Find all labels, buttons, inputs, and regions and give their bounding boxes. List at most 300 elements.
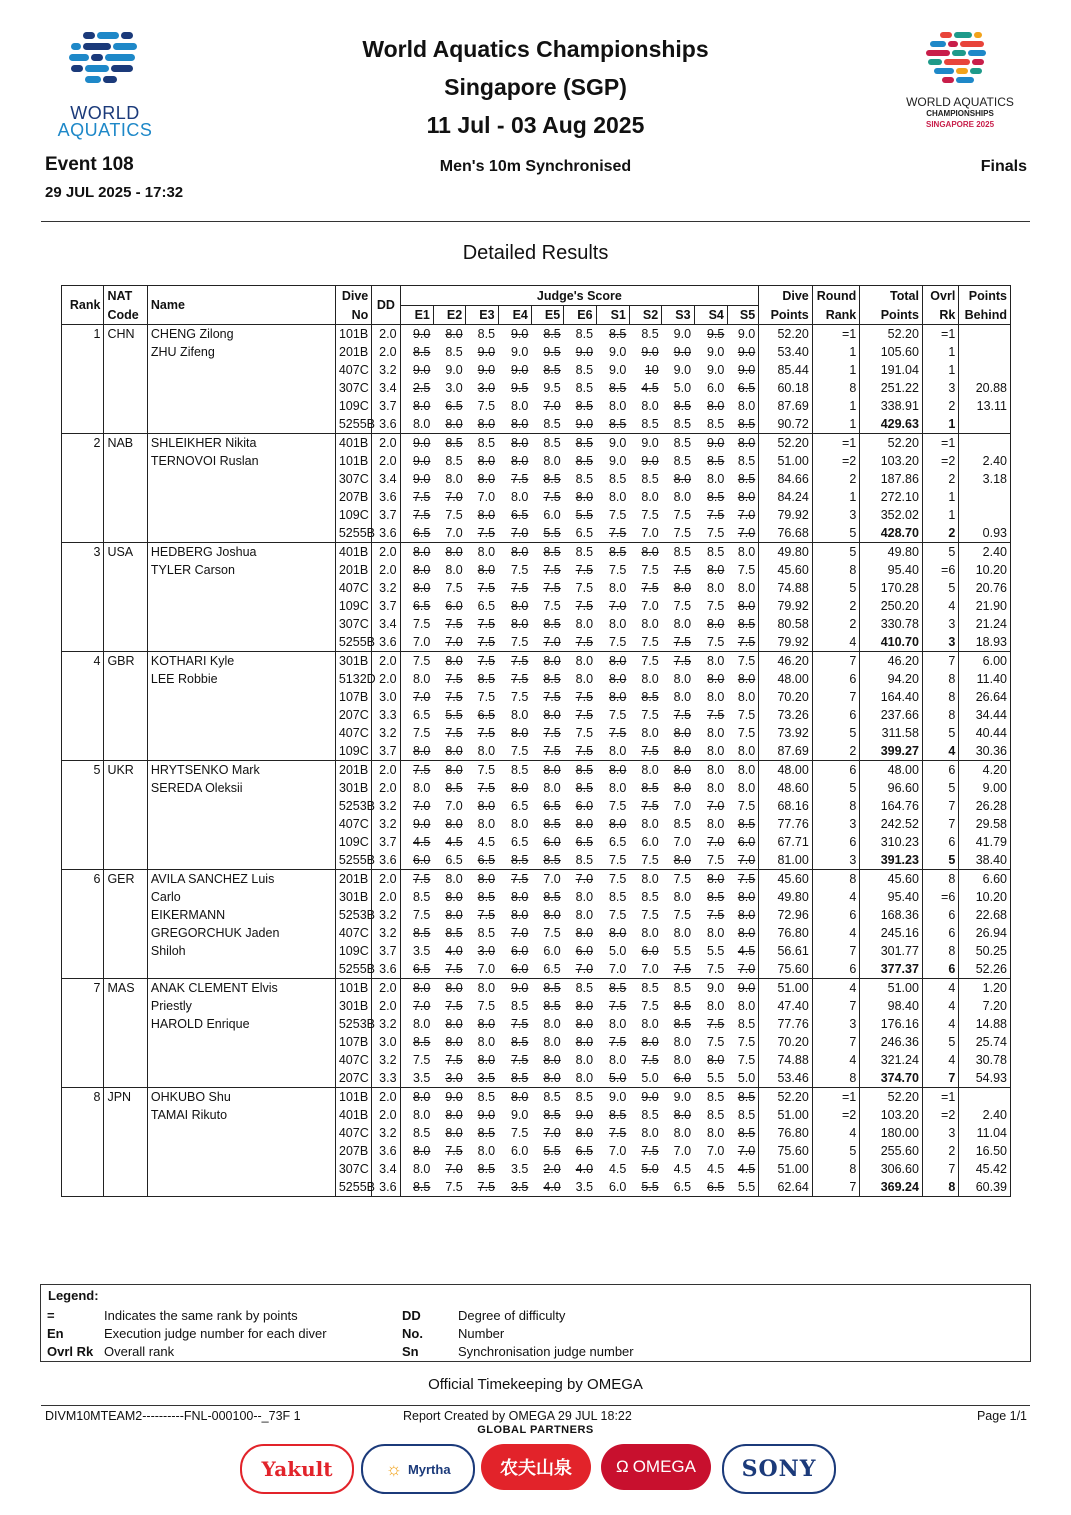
- judge-score-cell: 8.5: [477, 1090, 496, 1104]
- team-block: [62, 543, 1011, 652]
- points-behind-cell: 41.79: [959, 833, 1011, 851]
- judge-score-cell: 8.5: [477, 672, 496, 686]
- judge-score-cell: 8.0: [543, 781, 561, 795]
- judge-score-cell: 8.0: [737, 744, 756, 758]
- judge-score-cell: 8.5: [510, 999, 529, 1013]
- judge-score-cell: 8.5: [575, 781, 594, 795]
- judge-score-cell: 8.0: [706, 1053, 725, 1067]
- judge-score-cell: 8.0: [673, 1035, 692, 1049]
- judge-score-cell: 5.5: [706, 944, 725, 958]
- judge-score-cell: 5.0: [641, 1162, 659, 1176]
- ovrl-rank-cell: 1: [922, 361, 958, 379]
- ovrl-rank-cell: 8: [922, 688, 958, 706]
- judge-score-cell: 8.5: [575, 436, 594, 450]
- title-line-3: 11 Jul - 03 Aug 2025: [426, 112, 645, 138]
- judge-score-cell: 7.5: [477, 908, 496, 922]
- judge-score-cell: 8.0: [608, 399, 627, 413]
- judge-score-cell: 3.0: [445, 381, 463, 395]
- judge-score-cell: 9.0: [737, 981, 756, 995]
- sponsor-nongfu-label: 农夫山泉: [500, 1458, 572, 1478]
- sponsor-yakult-logo: [240, 1444, 354, 1494]
- judge-score-cell: 8.0: [543, 1071, 561, 1085]
- nat-code-cell: [104, 488, 147, 506]
- dive-points-cell: 87.69: [759, 742, 813, 761]
- judge-score-cell: 3.0: [477, 944, 496, 958]
- championships-logo: [890, 30, 1030, 130]
- points-behind-cell: 40.44: [959, 724, 1011, 742]
- judge-score-cell: 7.5: [510, 872, 529, 886]
- judge-score-cell: 8.0: [477, 563, 496, 577]
- athlete-name-cell: Priestly: [147, 997, 335, 1015]
- ovrl-rank-cell: 4: [922, 742, 958, 761]
- judge-score-cell: 8.0: [706, 399, 725, 413]
- athlete-name-cell: KOTHARI Kyle: [147, 652, 335, 671]
- rank-cell: 7: [62, 979, 104, 998]
- table-row: [62, 415, 1011, 434]
- judge-score-cell: 8.5: [575, 763, 594, 777]
- judge-score-cell: 8.5: [673, 417, 692, 431]
- judge-score-cell: 8.0: [477, 472, 496, 486]
- points-behind-cell: 6.00: [959, 652, 1011, 671]
- dive-no-cell: 407C: [335, 815, 371, 833]
- dd-cell: 3.6: [372, 960, 400, 979]
- rank-cell: [62, 960, 104, 979]
- col-judge-s3: S3: [662, 306, 694, 325]
- judge-score-cell: 8.5: [673, 545, 692, 559]
- judge-score-cell: 7.5: [706, 908, 725, 922]
- judge-score-cell: 6.0: [641, 944, 659, 958]
- dive-no-cell: 307C: [335, 615, 371, 633]
- judge-score-cell: 8.0: [543, 763, 561, 777]
- judge-score-cell: 9.0: [400, 434, 433, 453]
- report-code: DIVM10MTEAM2----------FNL-000100--_73F 1: [45, 1409, 301, 1423]
- rank-cell: [62, 1069, 104, 1088]
- rank-cell: [62, 597, 104, 615]
- judge-score-cell: 8.0: [543, 908, 561, 922]
- dive-points-cell: 56.61: [759, 942, 813, 960]
- col-judge-s1: S1: [596, 306, 629, 325]
- round-rank-cell: 7: [812, 688, 860, 706]
- judge-score-cell: 8.5: [543, 617, 561, 631]
- ovrl-rank-cell: 7: [922, 1160, 958, 1178]
- judge-score-cell: 8.5: [673, 999, 692, 1013]
- dive-points-cell: 52.20: [759, 325, 813, 344]
- judge-score-cell: 4.5: [400, 833, 433, 851]
- judge-score-cell: 6.0: [543, 508, 561, 522]
- dd-cell: 3.3: [372, 1069, 400, 1088]
- total-points-cell: 103.20: [860, 1106, 923, 1124]
- judge-score-cell: 7.5: [673, 526, 692, 540]
- table-row: [62, 688, 1011, 706]
- judge-score-cell: 4.5: [706, 1162, 725, 1176]
- judge-score-cell: 7.5: [706, 853, 725, 867]
- total-points-cell: 246.36: [860, 1033, 923, 1051]
- judge-score-cell: 6.5: [673, 1180, 692, 1194]
- dive-points-cell: 53.40: [759, 343, 813, 361]
- judge-score-cell: 7.5: [673, 962, 692, 976]
- judge-score-cell: 7.5: [673, 635, 692, 649]
- ovrl-rank-cell: 6: [922, 906, 958, 924]
- col-dd: DD: [372, 286, 400, 325]
- judge-score-cell: 8.0: [706, 926, 725, 940]
- judge-score-cell: 7.5: [706, 962, 725, 976]
- judge-score-cell: 7.5: [737, 635, 756, 649]
- athlete-name-cell: [147, 1142, 335, 1160]
- legend-key: DD: [402, 1308, 421, 1323]
- dive-points-cell: 73.92: [759, 724, 813, 742]
- judge-score-cell: 7.5: [737, 726, 756, 740]
- judge-score-cell: 6.5: [445, 399, 463, 413]
- report-created: Report Created by OMEGA 29 JUL 18:22: [403, 1409, 632, 1423]
- judge-score-cell: 9.0: [706, 363, 725, 377]
- judge-score-cell: 7.5: [608, 799, 627, 813]
- ovrl-rank-cell: 5: [922, 1033, 958, 1051]
- athlete-name-cell: CHENG Zilong: [147, 325, 335, 344]
- dive-points-cell: 74.88: [759, 579, 813, 597]
- legend-key: No.: [402, 1326, 423, 1341]
- ovrl-rank-cell: 5: [922, 724, 958, 742]
- rank-cell: 6: [62, 870, 104, 889]
- legend-key: =: [47, 1308, 55, 1323]
- athlete-name-cell: [147, 1124, 335, 1142]
- judge-score-cell: 8.0: [706, 472, 725, 486]
- table-row: [62, 942, 1011, 960]
- round-rank-cell: 1: [812, 361, 860, 379]
- judge-score-cell: 8.0: [477, 799, 496, 813]
- judge-score-cell: 7.5: [477, 654, 496, 668]
- judge-score-cell: 8.0: [400, 1142, 433, 1160]
- col-dive-points: Dive: [759, 286, 813, 306]
- judge-score-cell: 8.0: [445, 563, 463, 577]
- judge-score-cell: 7.0: [608, 1144, 627, 1158]
- judge-score-cell: 7.5: [400, 724, 433, 742]
- dive-no-cell: 107B: [335, 688, 371, 706]
- results-table: [61, 285, 1011, 1197]
- total-points-cell: 369.24: [860, 1178, 923, 1197]
- judge-score-cell: 8.0: [543, 708, 561, 722]
- nat-code-cell: GBR: [104, 652, 147, 671]
- judge-score-cell: 8.0: [641, 1126, 659, 1140]
- judge-score-cell: 6.5: [400, 960, 433, 979]
- dive-points-cell: 52.20: [759, 1088, 813, 1107]
- dive-no-cell: 5253B: [335, 797, 371, 815]
- judge-score-cell: 8.5: [400, 1178, 433, 1197]
- judge-score-cell: 6.0: [400, 851, 433, 870]
- judge-score-cell: 8.0: [400, 670, 433, 688]
- judge-score-cell: 8.5: [575, 1090, 594, 1104]
- judge-score-cell: 8.0: [477, 1035, 496, 1049]
- athlete-name-cell: [147, 1033, 335, 1051]
- judge-score-cell: 7.5: [641, 581, 659, 595]
- judge-score-cell: 9.0: [477, 345, 496, 359]
- table-row: [62, 1088, 1011, 1107]
- judge-score-cell: 8.0: [575, 1053, 594, 1067]
- judge-score-cell: 7.5: [543, 690, 561, 704]
- athlete-name-cell: [147, 1160, 335, 1178]
- points-behind-cell: 0.93: [959, 524, 1011, 543]
- dd-cell: 2.0: [372, 1088, 400, 1107]
- round-rank-cell: =2: [812, 1106, 860, 1124]
- judge-score-cell: 8.0: [477, 744, 496, 758]
- col-points-behind-2: Behind: [959, 306, 1011, 325]
- judge-score-cell: 8.5: [445, 436, 463, 450]
- judge-score-cell: 5.5: [641, 1180, 659, 1194]
- dive-points-cell: 84.66: [759, 470, 813, 488]
- athlete-name-cell: AVILA SANCHEZ Luis: [147, 870, 335, 889]
- round-rank-cell: 4: [812, 1124, 860, 1142]
- judge-score-cell: 7.5: [477, 726, 496, 740]
- athlete-name-cell: [147, 851, 335, 870]
- judge-score-cell: 3.5: [510, 1162, 529, 1176]
- dive-no-cell: 207C: [335, 706, 371, 724]
- judge-score-cell: 7.0: [543, 635, 561, 649]
- judge-score-cell: 8.0: [400, 1088, 433, 1107]
- sun-icon: ☼: [385, 1458, 402, 1479]
- total-points-cell: 164.40: [860, 688, 923, 706]
- judge-score-cell: 8.5: [477, 436, 496, 450]
- judge-score-cell: 6.0: [641, 835, 659, 849]
- athlete-name-cell: SEREDA Oleksii: [147, 779, 335, 797]
- dive-no-cell: 109C: [335, 833, 371, 851]
- dd-cell: 2.0: [372, 997, 400, 1015]
- judge-score-cell: 8.0: [737, 890, 756, 904]
- dive-points-cell: 76.68: [759, 524, 813, 543]
- team-block: [62, 652, 1011, 761]
- judge-score-cell: 8.5: [575, 454, 594, 468]
- dd-cell: 3.4: [372, 615, 400, 633]
- judge-score-cell: 7.5: [510, 472, 529, 486]
- judge-score-cell: 7.5: [477, 763, 496, 777]
- rank-cell: [62, 1033, 104, 1051]
- points-behind-cell: 29.58: [959, 815, 1011, 833]
- judge-score-cell: 7.5: [510, 581, 529, 595]
- judge-score-cell: 8.5: [608, 327, 627, 341]
- table-row: [62, 706, 1011, 724]
- judge-score-cell: 8.0: [510, 599, 529, 613]
- judge-score-cell: 6.0: [706, 381, 725, 395]
- round-rank-cell: =1: [812, 325, 860, 344]
- judge-score-cell: 7.5: [477, 999, 496, 1013]
- judge-score-cell: 8.0: [400, 561, 433, 579]
- points-behind-cell: [959, 343, 1011, 361]
- round-rank-cell: 8: [812, 870, 860, 889]
- judge-score-cell: 7.0: [641, 599, 659, 613]
- judge-score-cell: 9.0: [445, 363, 463, 377]
- table-row: [62, 1051, 1011, 1069]
- points-behind-cell: [959, 488, 1011, 506]
- judge-score-cell: 7.5: [445, 672, 463, 686]
- ovrl-rank-cell: 2: [922, 524, 958, 543]
- judge-score-cell: 7.5: [608, 526, 627, 540]
- judge-score-cell: 8.0: [510, 817, 529, 831]
- judge-score-cell: 8.5: [543, 981, 561, 995]
- rank-cell: [62, 361, 104, 379]
- round-rank-cell: 1: [812, 397, 860, 415]
- dd-cell: 2.0: [372, 888, 400, 906]
- dive-no-cell: 307C: [335, 470, 371, 488]
- judge-score-cell: 8.0: [737, 581, 756, 595]
- table-row: [62, 633, 1011, 652]
- judge-score-cell: 8.0: [445, 908, 463, 922]
- rank-cell: [62, 615, 104, 633]
- dive-no-cell: 201B: [335, 343, 371, 361]
- legend-value: Synchronisation judge number: [458, 1344, 634, 1359]
- judge-score-cell: 6.5: [445, 853, 463, 867]
- ovrl-rank-cell: =2: [922, 452, 958, 470]
- dive-points-cell: 48.00: [759, 761, 813, 780]
- rank-cell: [62, 1160, 104, 1178]
- rank-cell: [62, 470, 104, 488]
- judge-score-cell: 6.5: [510, 835, 529, 849]
- judge-score-cell: 6.5: [575, 1144, 594, 1158]
- event-name: Men's 10m Synchronised: [439, 158, 632, 175]
- dd-cell: 3.2: [372, 579, 400, 597]
- col-dive-points-2: Points: [759, 306, 813, 325]
- judge-score-cell: 7.5: [673, 908, 692, 922]
- judge-score-cell: 9.0: [575, 345, 594, 359]
- judge-score-cell: 4.0: [543, 1180, 561, 1194]
- dive-points-cell: 75.60: [759, 960, 813, 979]
- judge-score-cell: 8.0: [706, 654, 725, 668]
- judge-score-cell: 8.0: [477, 1053, 496, 1067]
- total-points-cell: 164.76: [860, 797, 923, 815]
- rank-cell: [62, 343, 104, 361]
- table-row: [62, 1124, 1011, 1142]
- judge-score-cell: 7.5: [641, 563, 659, 577]
- judge-score-cell: 3.5: [400, 942, 433, 960]
- col-total-points: Total: [860, 286, 923, 306]
- round-rank-cell: 4: [812, 888, 860, 906]
- sponsor-omega-logo: [601, 1444, 711, 1490]
- round-rank-cell: 5: [812, 524, 860, 543]
- dd-cell: 3.2: [372, 1124, 400, 1142]
- athlete-name-cell: LEE Robbie: [147, 670, 335, 688]
- dive-points-cell: 51.00: [759, 979, 813, 998]
- athlete-name-cell: [147, 1069, 335, 1088]
- judge-score-cell: 7.0: [608, 962, 627, 976]
- judge-score-cell: 8.0: [641, 399, 659, 413]
- judge-score-cell: 7.5: [400, 506, 433, 524]
- judge-score-cell: 8.5: [706, 890, 725, 904]
- judge-score-cell: 8.0: [445, 417, 463, 431]
- rank-cell: [62, 997, 104, 1015]
- judge-score-cell: 8.0: [673, 581, 692, 595]
- judge-score-cell: 8.0: [543, 654, 561, 668]
- nat-code-cell: [104, 706, 147, 724]
- judge-score-cell: 8.5: [400, 924, 433, 942]
- dd-cell: 3.2: [372, 924, 400, 942]
- nat-code-cell: JPN: [104, 1088, 147, 1107]
- judge-score-cell: 8.5: [543, 853, 561, 867]
- judge-score-cell: 7.0: [445, 1162, 463, 1176]
- ovrl-rank-cell: 1: [922, 415, 958, 434]
- dive-points-cell: 73.26: [759, 706, 813, 724]
- dd-cell: 2.0: [372, 652, 400, 671]
- athlete-name-cell: [147, 960, 335, 979]
- table-row: [62, 506, 1011, 524]
- dive-no-cell: 101B: [335, 452, 371, 470]
- judge-score-cell: 7.5: [673, 872, 692, 886]
- dive-no-cell: 207B: [335, 1142, 371, 1160]
- judge-score-cell: 9.0: [575, 417, 594, 431]
- judge-score-cell: 7.5: [510, 1017, 529, 1031]
- judge-score-cell: 7.5: [477, 526, 496, 540]
- dive-points-cell: 80.58: [759, 615, 813, 633]
- dive-no-cell: 201B: [335, 870, 371, 889]
- dive-no-cell: 5255B: [335, 633, 371, 652]
- points-behind-cell: 26.28: [959, 797, 1011, 815]
- athlete-name-cell: [147, 815, 335, 833]
- total-points-cell: 52.20: [860, 1088, 923, 1107]
- col-judge-s4: S4: [694, 306, 727, 325]
- dd-cell: 2.0: [372, 434, 400, 453]
- judge-score-cell: 8.0: [400, 543, 433, 562]
- judge-score-cell: 8.5: [737, 1090, 756, 1104]
- team-block: [62, 761, 1011, 870]
- points-behind-cell: 21.24: [959, 615, 1011, 633]
- points-behind-cell: 60.39: [959, 1178, 1011, 1197]
- table-row: [62, 1178, 1011, 1197]
- judge-score-cell: 8.0: [641, 617, 659, 631]
- total-points-cell: 410.70: [860, 633, 923, 652]
- judge-score-cell: 8.0: [445, 890, 463, 904]
- judge-score-cell: 8.0: [706, 744, 725, 758]
- total-points-cell: 176.16: [860, 1015, 923, 1033]
- judge-score-cell: 8.5: [673, 436, 692, 450]
- judge-score-cell: 8.5: [575, 545, 594, 559]
- rank-cell: [62, 1124, 104, 1142]
- judge-score-cell: 8.0: [608, 690, 627, 704]
- ovrl-rank-cell: =1: [922, 1088, 958, 1107]
- ovrl-rank-cell: 8: [922, 1178, 958, 1197]
- table-row: [62, 1033, 1011, 1051]
- dive-points-cell: 84.24: [759, 488, 813, 506]
- dive-points-cell: 70.20: [759, 1033, 813, 1051]
- dive-points-cell: 60.18: [759, 379, 813, 397]
- dive-no-cell: 401B: [335, 1106, 371, 1124]
- ovrl-rank-cell: 4: [922, 1015, 958, 1033]
- legend-value: Number: [458, 1326, 505, 1341]
- judge-score-cell: 10: [644, 363, 659, 377]
- round-rank-cell: 2: [812, 615, 860, 633]
- total-points-cell: 301.77: [860, 942, 923, 960]
- dive-no-cell: 401B: [335, 434, 371, 453]
- judge-score-cell: 8.0: [400, 779, 433, 797]
- judge-score-cell: 8.5: [543, 1090, 561, 1104]
- judge-score-cell: 8.5: [575, 381, 594, 395]
- points-behind-cell: 30.78: [959, 1051, 1011, 1069]
- round-rank-cell: =2: [812, 452, 860, 470]
- judge-score-cell: 9.5: [543, 345, 561, 359]
- legend-title: Legend:: [48, 1288, 99, 1303]
- athlete-name-cell: TAMAI Rikuto: [147, 1106, 335, 1124]
- table-row: [62, 615, 1011, 633]
- rank-cell: 8: [62, 1088, 104, 1107]
- ovrl-rank-cell: 4: [922, 597, 958, 615]
- judge-score-cell: 8.0: [400, 579, 433, 597]
- judge-score-cell: 8.0: [575, 1126, 594, 1140]
- judge-score-cell: 8.0: [477, 417, 496, 431]
- dive-no-cell: 109C: [335, 397, 371, 415]
- judge-score-cell: 8.0: [608, 817, 627, 831]
- ovrl-rank-cell: 7: [922, 797, 958, 815]
- judge-score-cell: 8.0: [575, 490, 594, 504]
- global-partners-label: GLOBAL PARTNERS: [477, 1424, 594, 1436]
- judge-score-cell: 8.5: [575, 399, 594, 413]
- dd-cell: 3.6: [372, 633, 400, 652]
- judge-score-cell: 8.0: [608, 744, 627, 758]
- dd-cell: 3.3: [372, 706, 400, 724]
